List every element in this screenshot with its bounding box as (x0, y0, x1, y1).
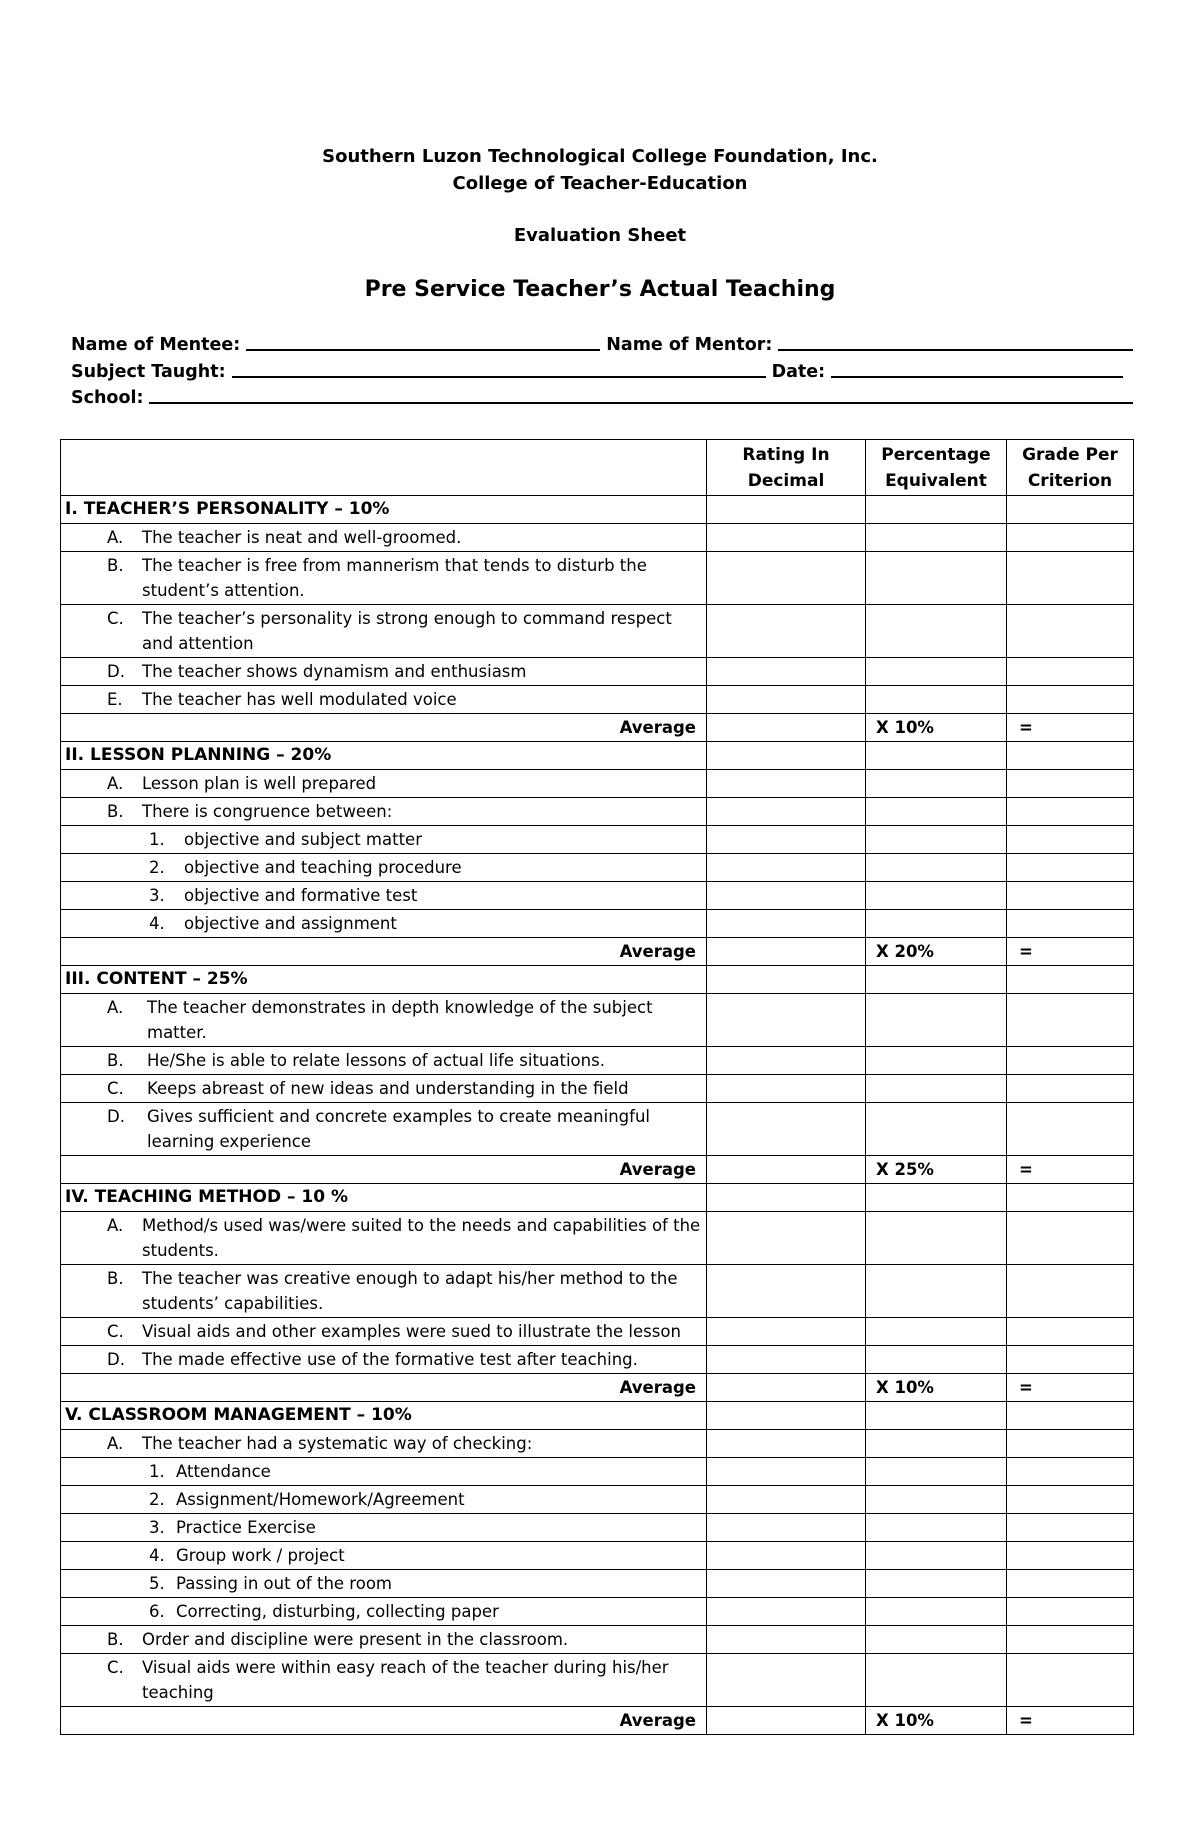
section-title: III. CONTENT – 25% (61, 966, 707, 994)
criterion-cell (61, 910, 707, 938)
page-title: Pre Service Teacher’s Actual Teaching (364, 277, 836, 302)
rating-cell[interactable] (707, 1654, 866, 1707)
criterion-row (61, 1458, 1134, 1486)
rating-cell[interactable] (707, 552, 866, 605)
average-label: Average (61, 714, 707, 742)
percentage-multiplier: X 10% (866, 1707, 1007, 1735)
item-text: objective and assignment (184, 914, 397, 933)
grade-cell (1007, 1346, 1134, 1374)
mentee-blank[interactable] (246, 349, 600, 351)
item-marker: A. (107, 528, 124, 547)
average-rating-cell[interactable] (707, 1156, 866, 1184)
grade-cell (1007, 1514, 1134, 1542)
item-text: The teacher has well modulated voice (142, 690, 457, 709)
mentee-label: Name of Mentee: (71, 335, 241, 355)
average-rating-cell[interactable] (707, 938, 866, 966)
list-item (65, 1543, 702, 1568)
grade-cell (1007, 1265, 1134, 1318)
rating-cell[interactable] (707, 1626, 866, 1654)
item-text: The teacher was creative enough to adapt his/her method to the students’ capabilities. (142, 1269, 678, 1313)
criterion-cell (61, 1265, 707, 1318)
criterion-cell (61, 1047, 707, 1075)
grade-cell (1007, 1542, 1134, 1570)
grade-cell (1007, 658, 1134, 686)
list-item (65, 995, 702, 1045)
rating-cell[interactable] (707, 770, 866, 798)
item-text: Order and discipline were present in the classroom. (142, 1630, 569, 1649)
item-marker: A. (107, 1216, 124, 1235)
percentage-cell (866, 1047, 1007, 1075)
rating-cell[interactable] (707, 1047, 866, 1075)
criterion-cell (61, 1075, 707, 1103)
item-marker: 6. (149, 1602, 165, 1621)
rating-cell[interactable] (707, 826, 866, 854)
list-item (65, 799, 702, 824)
percentage-cell (866, 882, 1007, 910)
item-text: The teacher is free from mannerism that tends to disturb the student’s attention. (142, 556, 647, 600)
criterion-cell (61, 552, 707, 605)
section-header-row (61, 1402, 1134, 1430)
item-text: There is congruence between: (142, 802, 393, 821)
list-item (65, 911, 702, 936)
average-row (61, 1707, 1134, 1735)
list-item (65, 1213, 702, 1263)
criterion-cell (61, 1626, 707, 1654)
section-header-row (61, 496, 1134, 524)
percentage-cell (866, 552, 1007, 605)
item-marker: 2. (149, 858, 165, 877)
mentor-label: Name of Mentor: (606, 335, 773, 355)
item-text: Attendance (176, 1462, 271, 1481)
rating-cell[interactable] (707, 1430, 866, 1458)
grade-cell (1007, 1103, 1134, 1156)
grade-cell (1007, 1654, 1134, 1707)
grade-cell (1007, 1402, 1134, 1430)
percentage-cell (866, 1212, 1007, 1265)
criterion-row (61, 770, 1134, 798)
criterion-cell (61, 1458, 707, 1486)
equals-sign: = (1007, 1156, 1134, 1184)
rating-cell[interactable] (707, 854, 866, 882)
item-marker: A. (107, 998, 124, 1017)
criterion-row (61, 658, 1134, 686)
criteria-header (61, 440, 707, 496)
item-marker: 5. (149, 1574, 165, 1593)
item-marker: 4. (149, 914, 165, 933)
percentage-cell (866, 1430, 1007, 1458)
criterion-cell (61, 770, 707, 798)
item-text: The teacher’s personality is strong enough to command respect and attention (142, 609, 672, 653)
average-label: Average (61, 1156, 707, 1184)
grade-cell (1007, 1458, 1134, 1486)
criterion-cell (61, 1570, 707, 1598)
rating-cell[interactable] (707, 1265, 866, 1318)
item-text: The teacher shows dynamism and enthusiasm (142, 662, 527, 681)
list-item (65, 525, 702, 550)
grade-cell (1007, 686, 1134, 714)
item-text: Keeps abreast of new ideas and understanding in the field (147, 1079, 629, 1098)
item-marker: D. (107, 1350, 125, 1369)
grade-header: Grade Per Criterion (1007, 440, 1134, 496)
list-item (65, 1048, 702, 1073)
item-text: The made effective use of the formative test after teaching. (142, 1350, 638, 1369)
item-marker: 2. (149, 1490, 165, 1509)
rating-cell[interactable] (707, 966, 866, 994)
criterion-row (61, 1346, 1134, 1374)
grade-cell (1007, 854, 1134, 882)
rating-cell[interactable] (707, 994, 866, 1047)
percentage-cell (866, 1184, 1007, 1212)
rating-cell[interactable] (707, 1075, 866, 1103)
list-item (65, 1599, 702, 1624)
item-text: Group work / project (176, 1546, 345, 1565)
criterion-row (61, 1075, 1134, 1103)
percentage-cell (866, 1318, 1007, 1346)
grade-cell (1007, 524, 1134, 552)
grade-cell (1007, 1598, 1134, 1626)
grade-cell (1007, 1318, 1134, 1346)
rating-cell[interactable] (707, 686, 866, 714)
criterion-cell (61, 1486, 707, 1514)
rating-cell[interactable] (707, 1184, 866, 1212)
institution-name: Southern Luzon Technological College Foundation, Inc. (322, 146, 878, 167)
item-marker: 3. (149, 1518, 165, 1537)
section-header-row (61, 1184, 1134, 1212)
date-label: Date: (771, 362, 826, 382)
item-text: objective and teaching procedure (184, 858, 462, 877)
school-label: School: (71, 388, 144, 408)
criterion-cell (61, 854, 707, 882)
equals-sign: = (1007, 1707, 1134, 1735)
rating-cell[interactable] (707, 1598, 866, 1626)
percentage-cell (866, 770, 1007, 798)
section-title: IV. TEACHING METHOD – 10 % (61, 1184, 707, 1212)
subject-label: Subject Taught: (71, 362, 226, 382)
percentage-multiplier: X 25% (866, 1156, 1007, 1184)
rating-cell[interactable] (707, 605, 866, 658)
rating-cell[interactable] (707, 658, 866, 686)
grade-cell (1007, 1430, 1134, 1458)
percentage-cell (866, 910, 1007, 938)
percentage-cell (866, 1346, 1007, 1374)
list-item (65, 1627, 702, 1652)
percentage-cell (866, 686, 1007, 714)
item-text: Practice Exercise (176, 1518, 316, 1537)
list-item (65, 827, 702, 852)
percentage-cell (866, 966, 1007, 994)
rating-cell[interactable] (707, 1346, 866, 1374)
item-marker: C. (107, 1658, 124, 1677)
criterion-cell (61, 1654, 707, 1707)
criteria-body (61, 496, 1134, 1735)
grade-cell (1007, 770, 1134, 798)
item-marker: B. (107, 1269, 124, 1288)
item-marker: D. (107, 662, 125, 681)
item-marker: 1. (149, 1462, 165, 1481)
item-marker: A. (107, 774, 124, 793)
rating-cell[interactable] (707, 1514, 866, 1542)
item-marker: B. (107, 802, 124, 821)
item-text: Method/s used was/were suited to the needs and capabilities of the students. (142, 1216, 701, 1260)
percentage-cell (866, 1075, 1007, 1103)
average-rating-cell[interactable] (707, 1707, 866, 1735)
rating-cell[interactable] (707, 910, 866, 938)
percentage-header: Percentage Equivalent (866, 440, 1007, 496)
grade-cell (1007, 1626, 1134, 1654)
percentage-cell (866, 1458, 1007, 1486)
rating-cell[interactable] (707, 1458, 866, 1486)
section-title: V. CLASSROOM MANAGEMENT – 10% (61, 1402, 707, 1430)
list-item (65, 1266, 702, 1316)
grade-cell (1007, 742, 1134, 770)
item-marker: B. (107, 556, 124, 575)
criterion-cell (61, 524, 707, 552)
list-item (65, 687, 702, 712)
rating-cell[interactable] (707, 1570, 866, 1598)
equals-sign: = (1007, 1374, 1134, 1402)
item-marker: B. (107, 1051, 124, 1070)
criterion-row (61, 686, 1134, 714)
criterion-row (61, 1542, 1134, 1570)
percentage-cell (866, 742, 1007, 770)
percentage-multiplier: X 20% (866, 938, 1007, 966)
grade-cell (1007, 1184, 1134, 1212)
percentage-cell (866, 994, 1007, 1047)
section-header-row (61, 966, 1134, 994)
criterion-row (61, 1626, 1134, 1654)
criterion-row (61, 1598, 1134, 1626)
grade-cell (1007, 552, 1134, 605)
rating-cell[interactable] (707, 1318, 866, 1346)
criterion-cell (61, 826, 707, 854)
sheet-label: Evaluation Sheet (513, 225, 687, 246)
criterion-cell (61, 1430, 707, 1458)
criterion-cell (61, 1514, 707, 1542)
criterion-row (61, 552, 1134, 605)
item-marker: C. (107, 1322, 124, 1341)
criterion-row (61, 1514, 1134, 1542)
grade-cell (1007, 1486, 1134, 1514)
average-label: Average (61, 1707, 707, 1735)
criterion-row (61, 1103, 1134, 1156)
percentage-cell (866, 1103, 1007, 1156)
item-marker: 3. (149, 886, 165, 905)
grade-cell (1007, 910, 1134, 938)
list-item (65, 855, 702, 880)
grade-cell (1007, 966, 1134, 994)
section-title: II. LESSON PLANNING – 20% (61, 742, 707, 770)
list-item (65, 1076, 702, 1101)
list-item (65, 771, 702, 796)
criterion-cell (61, 658, 707, 686)
criterion-row (61, 1430, 1134, 1458)
criterion-row (61, 910, 1134, 938)
percentage-cell (866, 854, 1007, 882)
criterion-row (61, 882, 1134, 910)
criterion-row (61, 1265, 1134, 1318)
item-marker: C. (107, 1079, 124, 1098)
percentage-multiplier: X 10% (866, 714, 1007, 742)
criterion-row (61, 994, 1134, 1047)
item-marker: 1. (149, 830, 165, 849)
equals-sign: = (1007, 938, 1134, 966)
criterion-row (61, 524, 1134, 552)
grade-cell (1007, 605, 1134, 658)
criterion-cell (61, 686, 707, 714)
list-item (65, 1319, 702, 1344)
mentee-mentor-row (71, 333, 1133, 355)
criterion-cell (61, 798, 707, 826)
item-marker: E. (107, 690, 123, 709)
percentage-cell (866, 798, 1007, 826)
rating-cell[interactable] (707, 742, 866, 770)
list-item (65, 1431, 702, 1456)
criterion-cell (61, 994, 707, 1047)
rating-cell[interactable] (707, 1486, 866, 1514)
average-row (61, 1156, 1134, 1184)
criterion-row (61, 826, 1134, 854)
item-text: Visual aids and other examples were sued to illustrate the lesson (142, 1322, 681, 1341)
percentage-cell (866, 1514, 1007, 1542)
evaluation-table (60, 439, 1134, 1735)
list-item (65, 1459, 702, 1484)
list-item (65, 1347, 702, 1372)
criterion-row (61, 798, 1134, 826)
rating-cell[interactable] (707, 1402, 866, 1430)
grade-cell (1007, 826, 1134, 854)
item-text: The teacher had a systematic way of checking: (142, 1434, 533, 1453)
item-text: The teacher is neat and well-groomed. (142, 528, 462, 547)
item-text: objective and subject matter (184, 830, 422, 849)
item-text: Assignment/Homework/Agreement (176, 1490, 465, 1509)
grade-cell (1007, 1075, 1134, 1103)
percentage-cell (866, 1654, 1007, 1707)
criterion-cell (61, 1542, 707, 1570)
average-label: Average (61, 1374, 707, 1402)
section-title: I. TEACHER’S PERSONALITY – 10% (61, 496, 707, 524)
percentage-multiplier: X 10% (866, 1374, 1007, 1402)
criterion-row (61, 1047, 1134, 1075)
percentage-cell (866, 1486, 1007, 1514)
rating-header: Rating In Decimal (707, 440, 866, 496)
table-header-row (61, 440, 1134, 496)
criterion-cell (61, 1212, 707, 1265)
item-text: Correcting, disturbing, collecting paper (176, 1602, 499, 1621)
grade-cell (1007, 1570, 1134, 1598)
item-text: Lesson plan is well prepared (142, 774, 377, 793)
grade-cell (1007, 994, 1134, 1047)
list-item (65, 659, 702, 684)
date-blank[interactable] (831, 376, 1123, 378)
percentage-cell (866, 496, 1007, 524)
item-text: Passing in out of the room (176, 1574, 392, 1593)
item-marker: D. (107, 1107, 125, 1126)
rating-cell[interactable] (707, 1103, 866, 1156)
list-item (65, 1571, 702, 1596)
list-item (65, 1487, 702, 1512)
criterion-row (61, 1212, 1134, 1265)
item-marker: 4. (149, 1546, 165, 1565)
average-label: Average (61, 938, 707, 966)
item-text: Gives sufficient and concrete examples to create meaningful learning experience (147, 1107, 650, 1151)
rating-cell[interactable] (707, 496, 866, 524)
criterion-row (61, 1486, 1134, 1514)
item-text: Visual aids were within easy reach of the teacher during his/her teaching (142, 1658, 669, 1702)
list-item (65, 883, 702, 908)
percentage-cell (866, 524, 1007, 552)
item-text: The teacher demonstrates in depth knowledge of the subject matter. (147, 998, 653, 1042)
average-rating-cell[interactable] (707, 1374, 866, 1402)
list-item (65, 1515, 702, 1540)
list-item (65, 1104, 702, 1154)
criterion-cell (61, 1346, 707, 1374)
criterion-row (61, 854, 1134, 882)
section-header-row (61, 742, 1134, 770)
item-marker: B. (107, 1630, 124, 1649)
criterion-cell (61, 605, 707, 658)
percentage-cell (866, 1598, 1007, 1626)
rating-cell[interactable] (707, 524, 866, 552)
percentage-cell (866, 1402, 1007, 1430)
average-row (61, 938, 1134, 966)
percentage-cell (866, 605, 1007, 658)
item-marker: C. (107, 609, 124, 628)
rating-cell[interactable] (707, 882, 866, 910)
grade-cell (1007, 798, 1134, 826)
mentor-blank[interactable] (778, 349, 1133, 351)
list-item (65, 553, 702, 603)
rating-cell[interactable] (707, 1212, 866, 1265)
percentage-cell (866, 826, 1007, 854)
criterion-cell (61, 882, 707, 910)
percentage-cell (866, 1570, 1007, 1598)
rating-cell[interactable] (707, 798, 866, 826)
grade-cell (1007, 882, 1134, 910)
rating-cell[interactable] (707, 1542, 866, 1570)
college-name: College of Teacher-Education (452, 173, 748, 194)
school-blank[interactable] (149, 402, 1133, 404)
criterion-row (61, 1654, 1134, 1707)
subject-blank[interactable] (232, 376, 766, 378)
item-text: He/She is able to relate lessons of actual life situations. (147, 1051, 605, 1070)
school-row (71, 386, 1133, 408)
list-item (65, 606, 702, 656)
item-text: objective and formative test (184, 886, 418, 905)
criterion-row (61, 1318, 1134, 1346)
percentage-cell (866, 1542, 1007, 1570)
percentage-cell (866, 658, 1007, 686)
grade-cell (1007, 496, 1134, 524)
average-row (61, 714, 1134, 742)
criterion-cell (61, 1598, 707, 1626)
average-rating-cell[interactable] (707, 714, 866, 742)
percentage-cell (866, 1626, 1007, 1654)
subject-date-row (71, 360, 1133, 382)
item-marker: A. (107, 1434, 124, 1453)
list-item (65, 1655, 702, 1705)
criterion-cell (61, 1103, 707, 1156)
grade-cell (1007, 1047, 1134, 1075)
criterion-row (61, 1570, 1134, 1598)
grade-cell (1007, 1212, 1134, 1265)
percentage-cell (866, 1265, 1007, 1318)
equals-sign: = (1007, 714, 1134, 742)
average-row (61, 1374, 1134, 1402)
criterion-cell (61, 1318, 707, 1346)
criterion-row (61, 605, 1134, 658)
